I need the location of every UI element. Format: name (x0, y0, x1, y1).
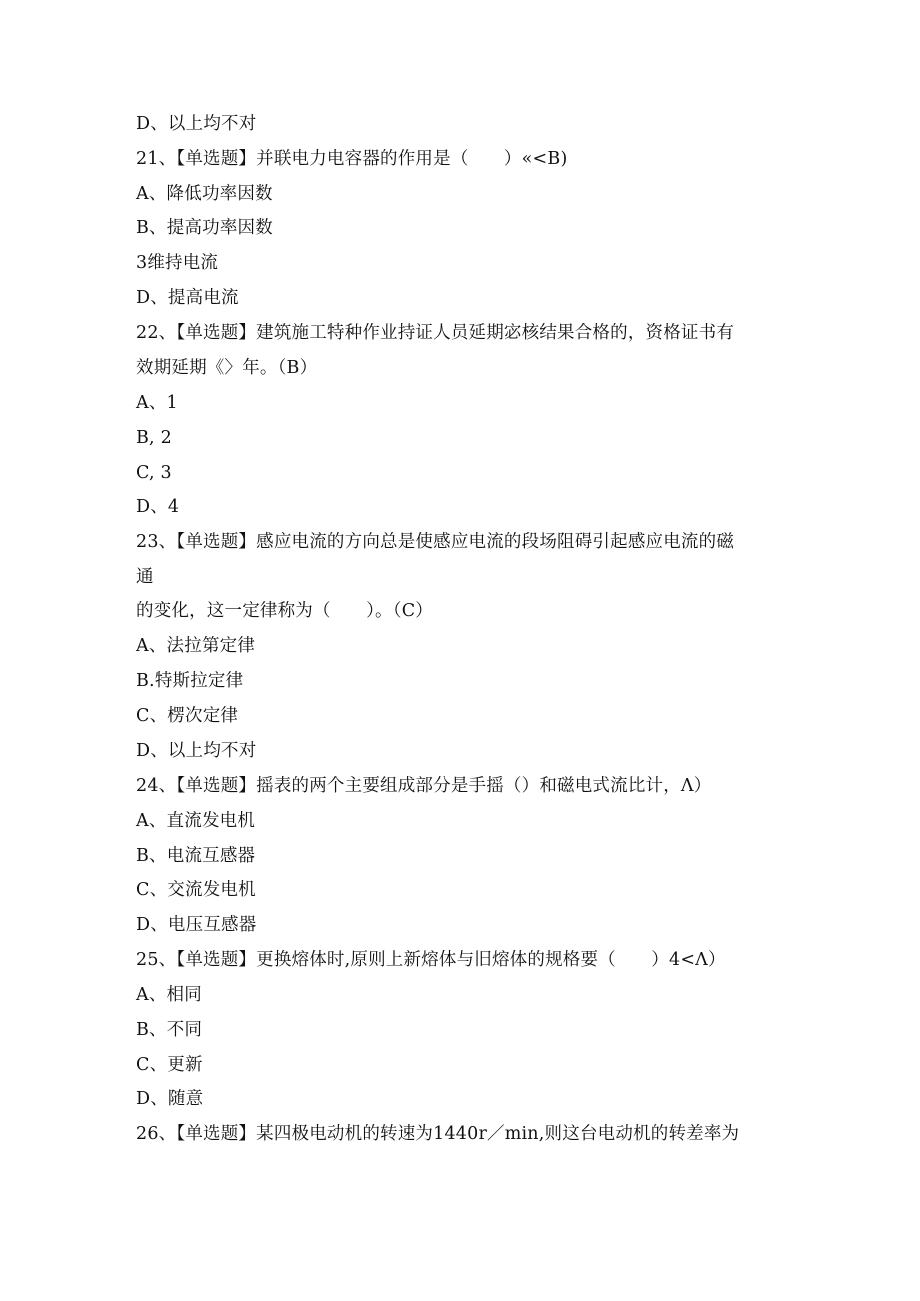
question-25-stem: 25、【单选题】更换熔体时,原则上新熔体与旧熔体的规格要（ ）4<Λ） (136, 950, 726, 970)
option-line: B、电流互感器 (136, 846, 256, 866)
option-line: C、交流发电机 (136, 880, 256, 900)
option-line: C, 3 (136, 463, 172, 483)
text-line: D、以上均不对 (136, 114, 257, 134)
question-22-stem: 22、【单选题】建筑施工特种作业持证人员延期宓核结果合格的，资格证书有 (136, 323, 735, 343)
question-22-stem-cont: 效期延期《〉年。（B） (136, 358, 318, 378)
question-23-stem-cont: 通 (136, 567, 154, 587)
option-line: D、4 (136, 497, 180, 517)
question-23-stem: 23、【单选题】感应电流的方向总是使感应电流的段场阻碍引起感应电流的磁 (136, 532, 735, 552)
option-line: A、相同 (136, 985, 202, 1005)
option-line: B、不同 (136, 1020, 203, 1040)
option-line: A、降低功率因数 (136, 184, 273, 204)
question-26-stem: 26、【单选题】某四极电动机的转速为1440r／min,则这台电动机的转差率为 (136, 1124, 740, 1144)
option-line: C、楞次定律 (136, 706, 239, 726)
option-line: C、更新 (136, 1055, 203, 1075)
option-line: A、直流发电机 (136, 811, 256, 831)
option-line: A、1 (136, 393, 178, 413)
option-line: A、法拉第定律 (136, 636, 256, 656)
question-21-stem: 21、【单选题】并联电力电容器的作用是（ ）«<B) (136, 149, 568, 169)
option-line: D、随意 (136, 1089, 204, 1109)
option-line: D、以上均不对 (136, 741, 257, 761)
option-line: 3维持电流 (136, 253, 219, 273)
option-line: B、提高功率因数 (136, 218, 273, 238)
option-line: B.特斯拉定律 (136, 671, 244, 691)
question-23-stem-cont: 的变化，这一定律称为（ ）。（C） (136, 601, 433, 621)
option-line: D、电压互感器 (136, 915, 257, 935)
question-24-stem: 24、【单选题】摇表的两个主要组成部分是手摇（）和磁电式流比计，Λ） (136, 776, 712, 796)
option-line: B, 2 (136, 428, 172, 448)
option-line: D、提高电流 (136, 288, 239, 308)
